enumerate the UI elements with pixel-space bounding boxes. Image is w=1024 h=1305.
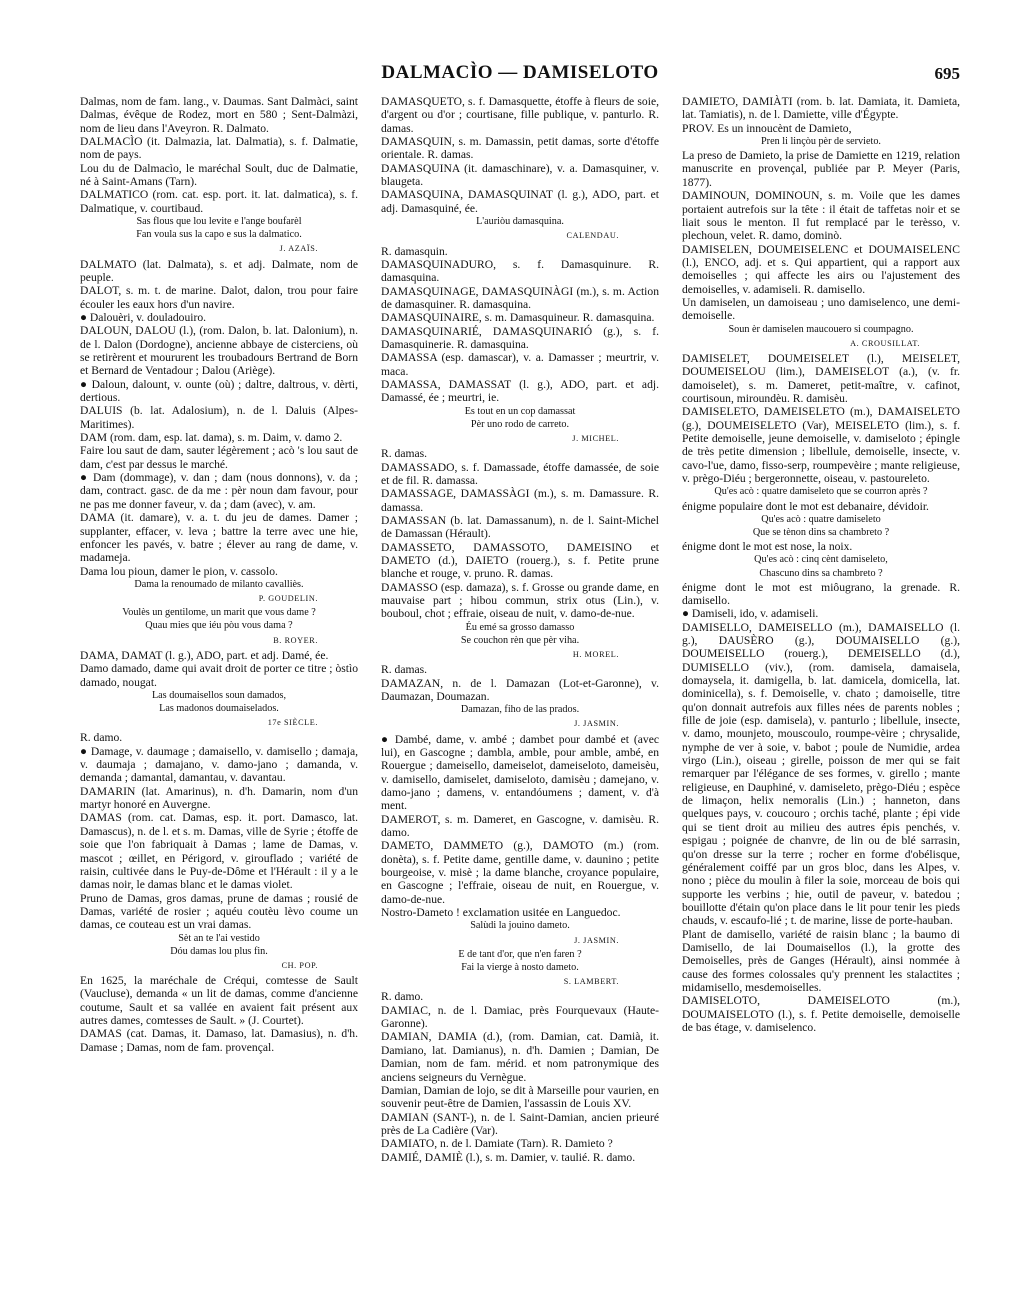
dictionary-entry: Dalmas, nom de fam. lang., v. Daumas. Sant Dalmàci, saint Dalmas, évêque de Rodez, mort en 580 ; Sent-Dalmàzi, nom de lieu dans l'Aveyron. R. Dalmato. (80, 95, 358, 135)
dictionary-entry: DAMIAN, DAMIA (d.), (rom. Damian, cat. Damià, it. Damiano, lat. Damianus), n. d'h. Damien ; Damian, De Damian, nom de fam. mérid. et nom patronymique des anciens seigneurs du Vernègue. (381, 1030, 659, 1084)
quotation-line: Fan voula sus la capo e sus la dalmatico. (136, 229, 302, 241)
dictionary-entry: DAMA (it. damare), v. a. t. du jeu de dames. Damer ; supplanter, effacer, v. leva ; battre la terre avec une hie, enfoncer les pavés, v. batre ; élever au rang de dame, v. madameja. (80, 511, 358, 565)
quotation-source: A. CROUSILLAT. (850, 338, 920, 348)
dictionary-entry: Dama lou pioun, damer le pion, v. cassolo. (80, 564, 278, 578)
dictionary-entry: DAMISELOTO, DAMEISELOTO (m.), DOUMAISELOTO (l.), s. f. Petite demoiselle, demoiselle de bas étage, v. damiselenco. (682, 994, 960, 1034)
quotation-line: L'auriòu damasquina. (476, 216, 564, 228)
dictionary-entry: énigme dont le mot est nose, la noix. (682, 540, 853, 554)
dictionary-entry: DAMETO, DAMMETO (g.), DAMOTO (m.) (rom. donèta), s. f. Petite dame, gentille dame, v. daunino ; petite bourgeoise, v. misè ; la dame blanche, croyance populaire, en Gascogne ; l'effraie, oiseau de nuit, en Rouergue, v. damo-de-nue. (381, 839, 659, 906)
dictionary-entry: La preso de Damieto, la prise de Damiette en 1219, relation manuscrite en provençal, publiée par P. Meyer (Paris, 1877). (682, 149, 960, 189)
dictionary-entry: Plant de damisello, variété de raisin blanc ; la baumo di Damisello, de lai Doumaisellos (l.), la grotte des Demoiselles, près de Ganges (Hérault), ainsi nommée à cause des formes colossales qu'y prennent les stalactites ; midamisello, mesdemoiselles. (682, 927, 960, 994)
quotation-line: Sèt an te l'ai vestido (178, 932, 260, 944)
dictionary-entry: Damo damado, dame qui avait droit de porter ce titre ; òstìo damado, nougat. (80, 662, 358, 689)
quotation-line: Qu'es acò : cinq cènt damiseleto, (754, 554, 888, 566)
dictionary-entry: Lou du de Dalmacìo, le maréchal Soult, duc de Dalmatie, né à Saint-Amans (Tarn). (80, 161, 358, 189)
quotation-line: Qu'es acò : quatre damiseleto que se courron après ? (714, 486, 928, 498)
quotation-line: Quau mies que iéu pòu vous dama ? (145, 620, 293, 632)
dictionary-entry: DAMASSA (esp. damascar), v. a. Damasser ; meurtrir, v. maca. (381, 351, 659, 378)
column-right (682, 95, 960, 1290)
dictionary-entry: DAMASSO (esp. damaza), s. f. Grosse ou grande dame, en mauvaise part ; hibou commun, strix otus (Lin.), v. bouboul, chot ; effraie, oiseau de nuit, v. damo-de-nue. (381, 580, 659, 621)
dictionary-entry: R. damasquin. (381, 244, 448, 258)
dictionary-entry: DALOUN, DALOU (l.), (rom. Dalon, b. lat. Dalonium), n. de l. Dalon (Dordogne), ancienne abbaye de cisterciens, où se retirèrent et moururent les troubadours Bertrand de Born et Bernard de Ventadour ; Dalou (Ariège). (80, 324, 358, 378)
dictionary-entry: DAMINOUN, DOMINOUN, s. m. Voile que les dames portaient autrefois sur la tête : il était de taffetas noir et se liait sous le menton. Il fut remplacé par le terèsso, v. plechoun, velet. R. damo, dominò. (682, 189, 960, 243)
quotation-source: H. MOREL. (572, 649, 619, 659)
quotation-line: Soun èr damiselen maucouero si coumpagno. (728, 323, 914, 335)
dictionary-entry: DAMASQUINADURO, s. f. Damasquinure. R. damasquina. (381, 257, 659, 285)
quotation-source: J. MICHEL. (572, 433, 619, 443)
quotation-source: B. ROYER. (273, 635, 318, 645)
quotation-line: Dóu damas lou plus fin. (170, 945, 268, 957)
quotation-line: Voulès un gentilome, un marit que vous dame ? (122, 607, 316, 619)
quotation-source: J. JASMIN. (574, 719, 619, 729)
quotation-source: S. LAMBERT. (563, 977, 619, 987)
dictionary-entry: DAMAZAN, n. de l. Damazan (Lot-et-Garonne), v. Daumazan, Doumazan. (381, 676, 659, 703)
dictionary-entry: R. damas. (381, 447, 428, 461)
dictionary-entry: ● Dam (dommage), v. dan ; dam (nous donnons), v. da ; dam, contract. gasc. de da me : pèr noun dam favour, pour ne pas me donner faveur, v. da ; dam (avec), v. am. (80, 471, 358, 511)
quotation-line: Se couchon rèn que pèr viha. (460, 634, 580, 646)
dictionary-entry: DAMASSADO, s. f. Damassade, étoffe damassée, de soie et de fil. R. damassa. (381, 460, 659, 487)
quotation-line: Pèr uno rodo de carreto. (470, 418, 570, 430)
dictionary-entry: DAMASQUIN, s. m. Damassin, petit damas, sorte d'étoffe orientale. R. damas. (381, 135, 659, 162)
quotation-line: Salùdi la jouino dameto. (470, 920, 570, 932)
dictionary-entry: DAMASQUETO, s. f. Damasquette, étoffe à fleurs de soie, d'argent ou d'or ; courtisane, fille publique, v. panturlo. R. damas. (381, 95, 659, 135)
dictionary-entry: DAMIAN (SANT-), n. de l. Saint-Damian, ancien prieuré près de La Cadière (Var). (381, 1110, 659, 1137)
dictionary-entry: Pruno de Damas, gros damas, prune de damas ; rousié de Damas, variété de rosier ; aquéu coutèu lèvo coume un damas, ce couteau est un vrai damas. (80, 891, 358, 932)
quotation-line: Qu'es acò : quatre damiseleto (761, 513, 881, 525)
dictionary-entry: DAMIETO, DAMIÀTI (rom. b. lat. Damiata, it. Damieta, lat. Tamiatis), n. de l. Damiette, ville d'Égypte. (682, 95, 960, 122)
dictionary-entry: DAMAS (rom. cat. Damas, esp. it. port. Damasco, lat. Damascus), n. de l. et s. m. Damas, ville de Syrie ; étoffe de soie que l'on fabriquait à Damas ; lame de Damas, v. mascot ; œillet, en Périgord, v. girouflado ; variété de raisin, cultivée dans le Puy-de-Dôme et l'Hérault : il y a le damas noir, le damas blanc et le damas violet. (80, 811, 358, 892)
dictionary-columns (80, 95, 960, 1290)
quotation-source: CALENDAU. (566, 231, 619, 241)
dictionary-entry: DAMIATO, n. de l. Damiate (Tarn). R. Damieto ? (381, 1137, 613, 1151)
dictionary-entry: En 1625, la maréchale de Créqui, comtesse de Sault (Vaucluse), demanda « un lit de damas, comme d'ancienne coutume, Sault et sa vallée en avaient fait présent aux autres dames, comtesses de Sault. » (J. Courtet). (80, 974, 358, 1028)
quotation-line: Éu emé sa grosso damasso (465, 621, 575, 633)
dictionary-entry: DAMISELEN, DOUMEISELENC et DOUMAISELENC (l.), ENCO, adj. et s. Qui appartient, qui a rapport aux demoiselles ; qui affecte les airs ou l'ajustement des demoiselles, v. adamiseli. R. damisello. (682, 242, 960, 296)
dictionary-entry: DAMASQUINAGE, DAMASQUINÀGI (m.), s. m. Action de damasquiner. R. damasquina. (381, 284, 659, 311)
quotation-source: P. GOUDELIN. (258, 593, 318, 603)
dictionary-entry: DAMIÉ, DAMIÈ (l.), s. m. Damier, v. taulié. R. damo. (381, 1150, 636, 1164)
dictionary-entry: R. damo. (80, 731, 123, 745)
dictionary-entry: DAMISELLO, DAMEISELLO (m.), DAMAISELLO (l. g.), DAUSÈRO (g.), DOUMAISELLO (g.), DOUMEISELLO (rouerg.), DEMEISELLO (d.), DUMISELLO (viv.), (rom. damisela, damaisela, domaysela, it. damigella, b. lat. damicela, domicella, lat. dominicella), s. f. Demoiselle, v. chato ; damoiselle, titre qu'on donnait autrefois aux filles nées de parents nobles ; fille de joie (esp. damisela), v. panturlo ; libellule, insecte, v. damo, mounjeto, mouscoulo, roumpe-vèire ; chrysalide, nymphe de ver à soie, v. babot ; poule de Numidie, ardea virgo (Lin.), oiseau ; girelle, poisson de mer qui se fait remarquer par l'élégance de ses formes, v. girello ; mante religieuse, en Dauphiné, v. damiseleto, prègo-Diéu ; espèce de limaçon, helix nemoralis (Lin.) ; hanneton, dans quelques pays, v. coucouro ; orchis taché, plante ; épi vide qui se tient droit au milieu des autres épis penchés, v. espigau ; poignée de chanvre, de lin ou de blé sarrasin, qu'on dresse sur la terre ; rocher en forme d'obélisque, généralement coiffé par un gros bloc, dans les Alpes, v. nono ; pièce du moulin à filer la soie, morceau de bois qui supporte les verbins ; hie, outil de paveur, v. batedou ; bouillotte d'étain qu'on place dans le lit pour tenir les pieds chauds, v. escaufo-lié ; t. de marine, lisse de porte-hauban. (682, 620, 960, 928)
dictionary-entry: ● Damage, v. daumage ; damaisello, v. damisello ; damaja, v. daumaja ; damajano, v. damo-jano ; damanda, v. demanda ; damantal, damantau, v. davantau. (80, 744, 358, 785)
dictionary-entry: DAMISELETO, DAMEISELETO (m.), DAMAISELETO (g.), DOUMEISELETO (Var), MEISELETO (lim.), s. f. Petite demoiselle, jeune demoiselle, v. damiseloto ; épingle de très petite dimension ; libellule, demoiselle, insecte, v. cavo-l'ue, damo, fisso-serp, roumpevèire ; mante religieuse, v. prègo-Diéu ; bergeronnette, oiseau, v. pastoureleto. (682, 405, 960, 486)
dictionary-entry: ● Dambé, dame, v. ambé ; dambet pour dambé et (avec lui), en Gascogne ; dambla, amble, pour amble, ambé, en Rouergue ; dameisello, dameiselot, dameiseloto, dameisèu, v. damisello, damiselet, damiseloto, damisèu ; damejano, v. damo-jano ; damens, v. entandóumens ; dament, v. d'à ment. (381, 732, 659, 813)
dictionary-entry: DALMATO (lat. Dalmata), s. et adj. Dalmate, nom de peuple. (80, 257, 358, 284)
running-title: DALMACÌO — DAMISELOTO (381, 62, 659, 83)
quotation-line: Damazan, fiho de las prados. (460, 704, 580, 716)
dictionary-entry: DAMASQUINAIRE, s. m. Damasquineur. R. damasquina. (381, 311, 655, 325)
dictionary-entry: R. damo. (381, 990, 424, 1004)
dictionary-entry: énigme populaire dont le mot est debanaire, dévidoir. (682, 499, 929, 513)
dictionary-entry: DAMASQUINA (it. damaschinare), v. a. Damasquiner, v. blaugeta. (381, 161, 659, 189)
page-number: 695 (934, 64, 960, 83)
dictionary-entry: DAMIAC, n. de l. Damiac, près Fourquevaux (Haute-Garonne). (381, 1003, 659, 1031)
dictionary-entry: Damian, Damian de lojo, se dit à Marseille pour vaurien, en souvenir peut-être de Damien, l'assassin de Louis XV. (381, 1083, 659, 1111)
dictionary-entry: DALOT, s. m. t. de marine. Dalot, dalon, trou pour faire écouler les eaux hors d'un navire. (80, 284, 358, 311)
dictionary-entry: ● Damiseli, ido, v. adamiseli. (682, 607, 819, 621)
dictionary-entry: DALMATICO (rom. cat. esp. port. it. lat. dalmatica), s. f. Dalmatique, v. courtibaud. (80, 188, 358, 215)
quotation-line: Sas flous que lou levite e l'ange boufarèl (136, 216, 302, 228)
dictionary-entry: R. damas. (381, 663, 428, 677)
dictionary-entry: DAM (rom. dam, esp. lat. dama), s. m. Daim, v. damo 2. (80, 431, 343, 445)
dictionary-entry: PROV. Es un innoucènt de Damieto, (682, 121, 852, 135)
column-left (80, 95, 358, 1290)
dictionary-entry: DALMACÌO (it. Dalmazia, lat. Dalmatia), s. f. Dalmatie, nom de pays. (80, 135, 358, 162)
dictionary-entry: DAMASSAN (b. lat. Damassanum), n. de l. Saint-Michel de Damassan (Hérault). (381, 513, 659, 541)
quotation-line: Que se tènon dins sa chambreto ? (752, 527, 890, 538)
dictionary-entry: ● Dalouèri, v. douladouiro. (80, 311, 207, 324)
quotation-line: Pren li linçòu pèr de servieto. (761, 136, 881, 148)
quotation-line: Es tout en un cop damassat (464, 405, 576, 417)
quotation-line: Fai la vierge à nosto dameto. (461, 962, 579, 973)
dictionary-entry: DAMASSETO, DAMASSOTO, DAMEISINO et DAMETO (d.), DAIETO (rouerg.), s. f. Petite prune blanche et rouge, v. pruno. R. damas. (381, 540, 659, 581)
dictionary-entry: DALUIS (b. lat. Adalosium), n. de l. Daluis (Alpes-Maritimes). (80, 404, 358, 431)
dictionary-entry: DAMASSA, DAMASSAT (l. g.), ADO, part. et adj. Damassé, ée ; meurtri, ie. (381, 377, 659, 405)
dictionary-entry: Faire lou saut de dam, sauter légèrement ; acò 's lou saut de dam, c'est par dessus le marché. (80, 444, 358, 471)
dictionary-entry: énigme dont le mot est miôugrano, la grenade. R. damisello. (682, 580, 960, 607)
quotation-source: J. JASMIN. (574, 935, 619, 945)
dictionary-entry: Nostro-Dameto ! exclamation usitée en Languedoc. (381, 906, 621, 920)
dictionary-entry: DAMA, DAMAT (l. g.), ADO, part. et adj. Damé, ée. (80, 648, 329, 662)
dictionary-entry: DAMEROT, s. m. Dameret, en Gascogne, v. damisèu. R. damo. (381, 812, 659, 840)
running-header (80, 62, 960, 88)
dictionary-entry: DAMASQUINA, DAMASQUINAT (l. g.), ADO, part. et adj. Damasquiné, ée. (381, 188, 659, 215)
quotation-source: 17e SIÈCLE. (267, 718, 318, 728)
dictionary-entry: DAMISELET, DOUMEISELET (l.), MEISELET, DOUMEISELOU (lim.), DAMEISELOT (a.), (v. fr. damoiselet), s. m. Dameret, petit-maître, v. cafinot, courtisoun, miroundèu. R. damisèu. (682, 352, 960, 406)
dictionary-entry: ● Daloun, dalount, v. ounte (où) ; daltre, daltrous, v. dèrti, dertious. (80, 377, 358, 405)
quotation-line: Las doumaisellos soun damados, (151, 689, 287, 701)
quotation-source: J. AZAÏS. (279, 244, 318, 254)
dictionary-entry: DAMAS (cat. Damas, it. Damaso, lat. Damasius), n. d'h. Damase ; Damas, nom de fam. provençal. (80, 1027, 358, 1054)
column-middle (381, 95, 659, 1290)
quotation-line: E de tant d'or, que n'en faren ? (458, 948, 582, 960)
quotation-source: CH. POP. (281, 960, 318, 970)
dictionary-entry: DAMASSAGE, DAMASSÀGI (m.), s. m. Damassure. R. damassa. (381, 487, 659, 514)
quotation-line: Dama la renoumado de milanto cavalliès. (134, 578, 304, 590)
quotation-line: Las madonos doumaiselados. (159, 702, 279, 714)
dictionary-entry: DAMARIN (lat. Amarinus), n. d'h. Damarin, nom d'un martyr honoré en Auvergne. (80, 784, 358, 812)
quotation-line: Chascuno dins sa chambreto ? (759, 567, 883, 579)
dictionary-entry: DAMASQUINARIÉ, DAMASQUINARIÓ (g.), s. f. Damasquinerie. R. damasquina. (381, 324, 659, 351)
dictionary-entry: Un damiselen, un damoiseau ; uno damiselenco, une demi-demoiselle. (682, 295, 960, 323)
